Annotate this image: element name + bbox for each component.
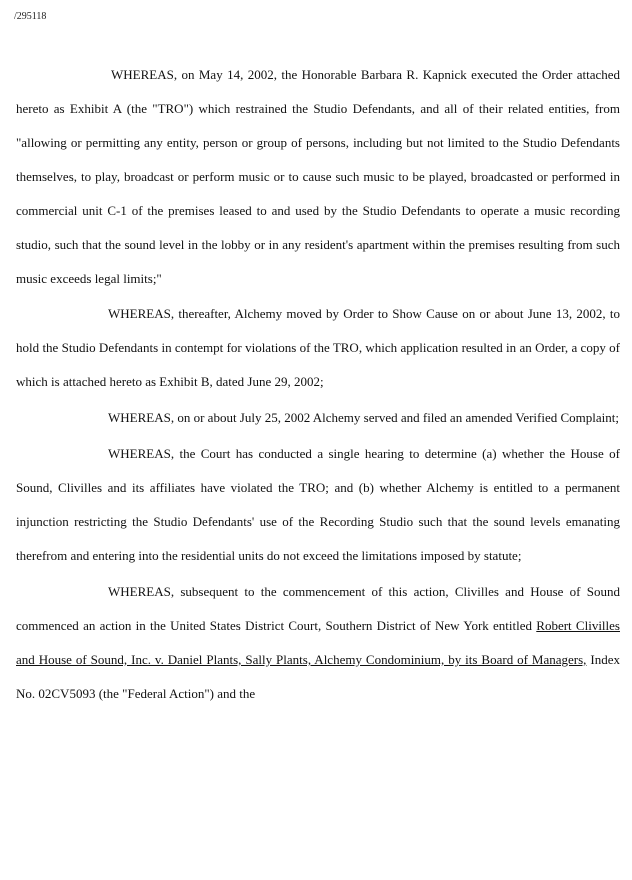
whereas-label: WHEREAS, xyxy=(108,306,175,321)
paragraph-amended-complaint xyxy=(16,401,620,435)
paragraph-text: subsequent to the commencement of this action, Clivilles and House of Sound commenced an action in the United States District Court, Southern District of New York entitled xyxy=(16,584,620,633)
paragraph-text: on or about July 25, 2002 Alchemy served and filed an amended Verified Complaint; xyxy=(174,410,620,425)
paragraph-text: thereafter, Alchemy moved by Order to Show Cause on or about June 13, 2002, to hold the Studio Defendants in contempt for violations of the TRO, which application resulted in an Order, a copy of which is attached hereto as Exhibit B, dated June 29, 2002; xyxy=(16,306,620,389)
whereas-label: WHEREAS, xyxy=(108,584,175,599)
case-caption: Robert Clivilles and House of Sound, Inc. v. Daniel Plants, Sally Plants, Alchemy Condominium, by its Board of Managers, xyxy=(16,618,620,667)
paragraph-text: the Court has conducted a single hearing to determine (a) whether the House of Sound, Clivilles and its affiliates have violated the TRO; and (b) whether Alchemy is entitled to a permanent injunction restricting the Studio Defendants' use of the Recording Studio such that the sound levels emanating therefrom and entering into the residential units do not exceed the limitations imposed by statute; xyxy=(16,446,620,563)
paragraph-text: on May 14, 2002, the Honorable Barbara R. Kapnick executed the Order attached hereto as Exhibit A (the "TRO") which restrained the Studio Defendants, and all of their related entities, from "allowing or permitting any entity, person or group of persons, including but not limited to the Studio Defendants themselves, to play, broadcast or perform music or to cause such music to be played, broadcasted or performed in commercial unit C-1 of the premises leased to and used by the Studio Defendants to operate a music recording studio, such that the sound level in the lobby or in any resident's apartment within the premises resulting from such music exceeds legal limits;" xyxy=(16,67,620,286)
paragraph-text: Index No. 02CV5093 (the "Federal Action") and the xyxy=(16,652,620,701)
paragraph-hearing xyxy=(16,437,620,573)
document-body xyxy=(16,58,620,713)
document-id: /295118 xyxy=(14,11,47,22)
whereas-label: WHEREAS, xyxy=(108,410,175,425)
whereas-label: WHEREAS, xyxy=(108,446,175,461)
paragraph-tro xyxy=(16,58,620,296)
paragraph-federal-action xyxy=(16,575,620,711)
whereas-label: WHEREAS, xyxy=(111,67,178,82)
paragraph-contempt-motion xyxy=(16,297,620,399)
